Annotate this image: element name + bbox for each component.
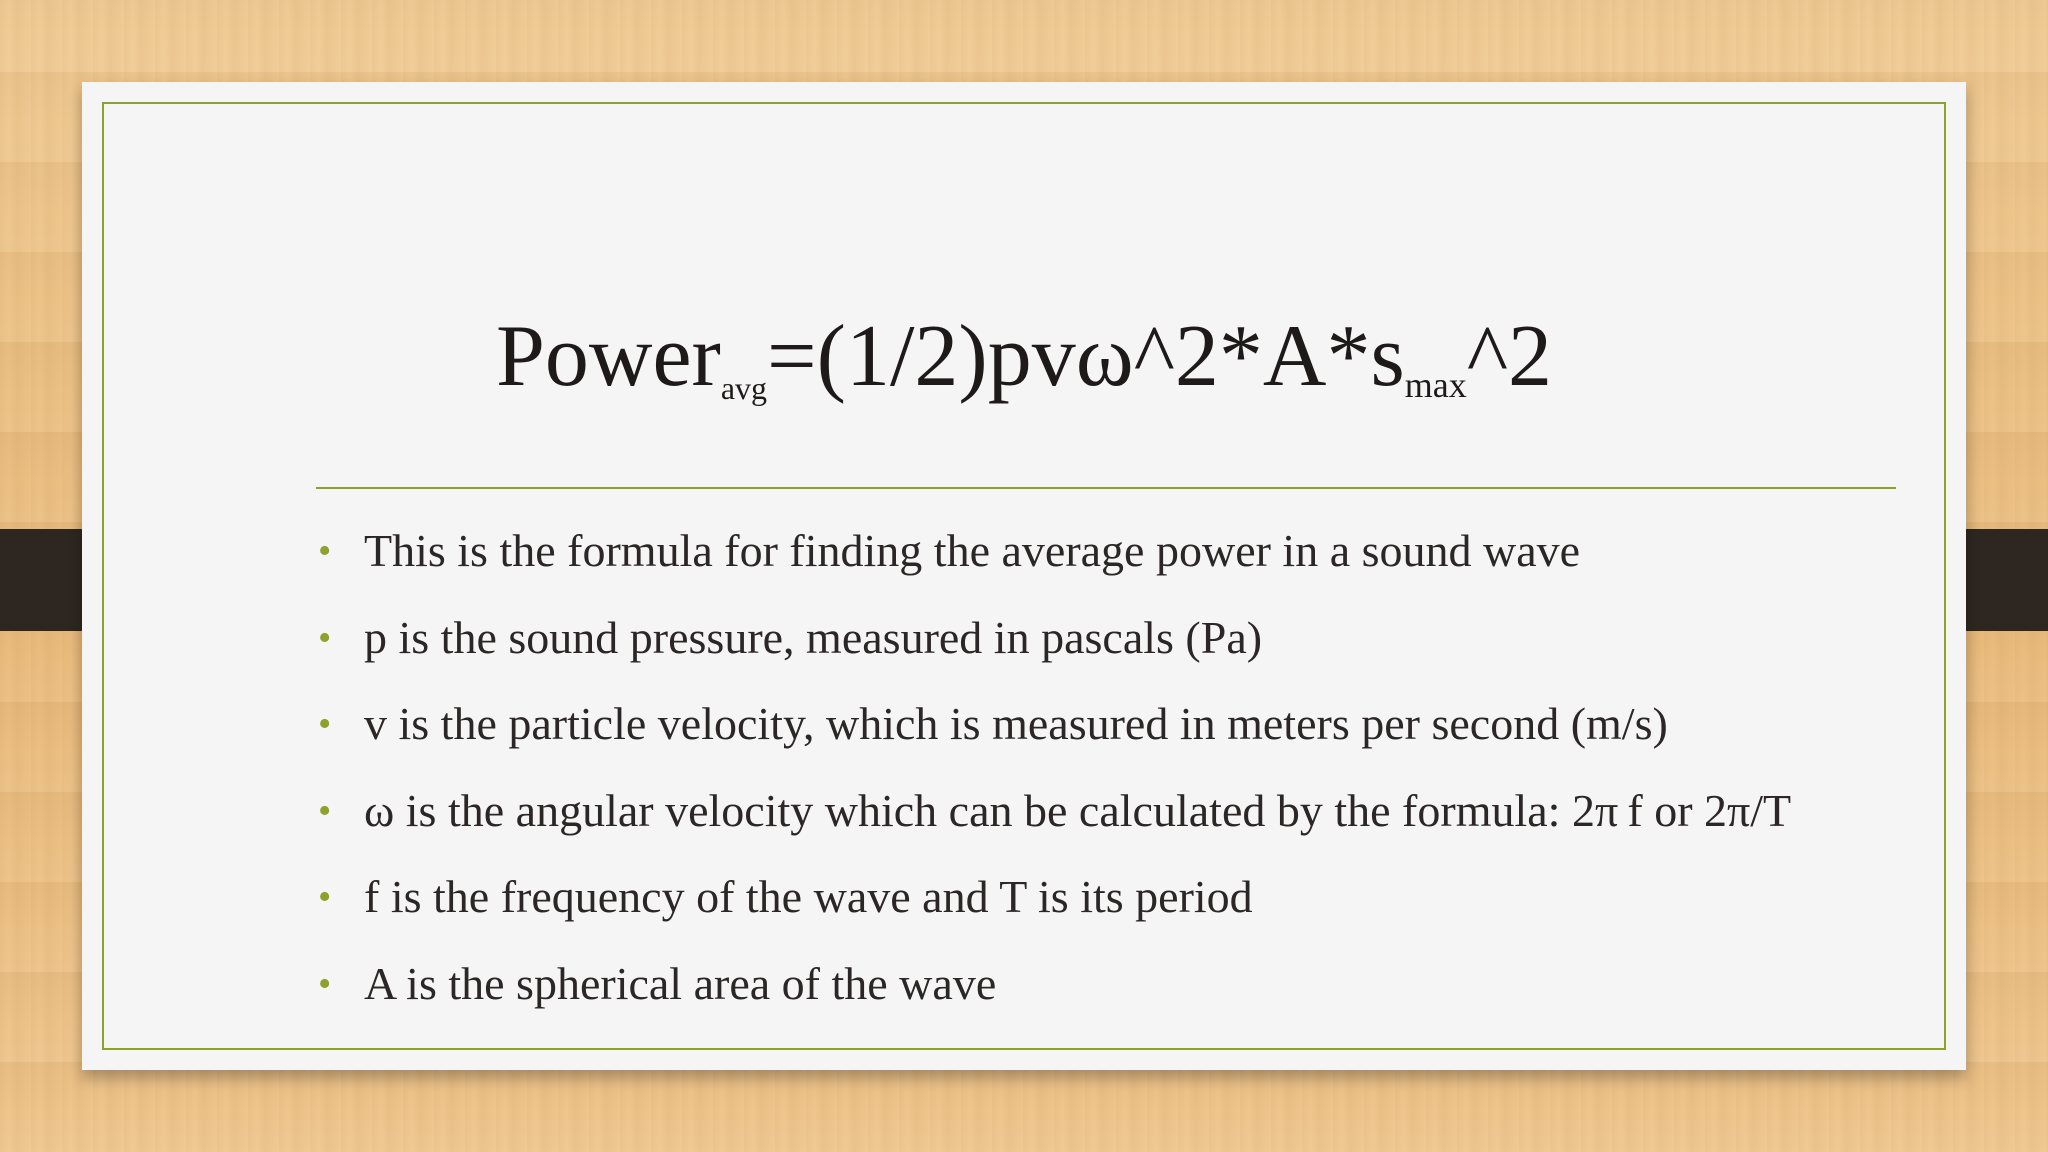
bullet-item <box>318 860 1791 947</box>
bullet-text: This is the formula for finding the average power in a sound wave <box>364 525 1581 576</box>
title-main: Power <box>495 308 721 405</box>
title-subscript-avg: avg <box>720 370 768 406</box>
bullet-item <box>318 774 1791 861</box>
bullet-dot-icon: • <box>318 876 332 918</box>
title-formula-middle: =(1/2)pvω^2*A*s <box>767 308 1405 405</box>
bullet-item <box>318 601 1791 688</box>
bullet-dot-icon: • <box>318 703 332 745</box>
title-subscript-max: max <box>1404 365 1467 405</box>
bullet-item <box>318 947 1791 1034</box>
bullet-text: v is the particle velocity, which is measured in meters per second (m/s) <box>364 698 1668 749</box>
bullet-text: f is the frequency of the wave and T is its period <box>364 871 1253 922</box>
bullet-dot-icon: • <box>318 962 332 1005</box>
slide-card <box>82 82 1966 1070</box>
slide-title <box>82 302 1966 443</box>
bullet-dot-icon: • <box>318 616 332 659</box>
bullet-text: ω is the angular velocity which can be calculated by the formula: 2π f or 2π/T <box>364 784 1792 836</box>
bullet-item <box>318 514 1791 601</box>
bullet-dot-icon: • <box>318 789 332 832</box>
bullet-item <box>318 687 1791 774</box>
title-divider <box>316 487 1896 489</box>
bullet-text: p is the sound pressure, measured in pascals (Pa) <box>364 611 1263 663</box>
bullet-dot-icon: • <box>318 530 332 572</box>
bullet-text: A is the spherical area of the wave <box>364 957 997 1009</box>
bullet-list <box>318 514 1791 1033</box>
title-formula-end: ^2 <box>1466 308 1553 405</box>
